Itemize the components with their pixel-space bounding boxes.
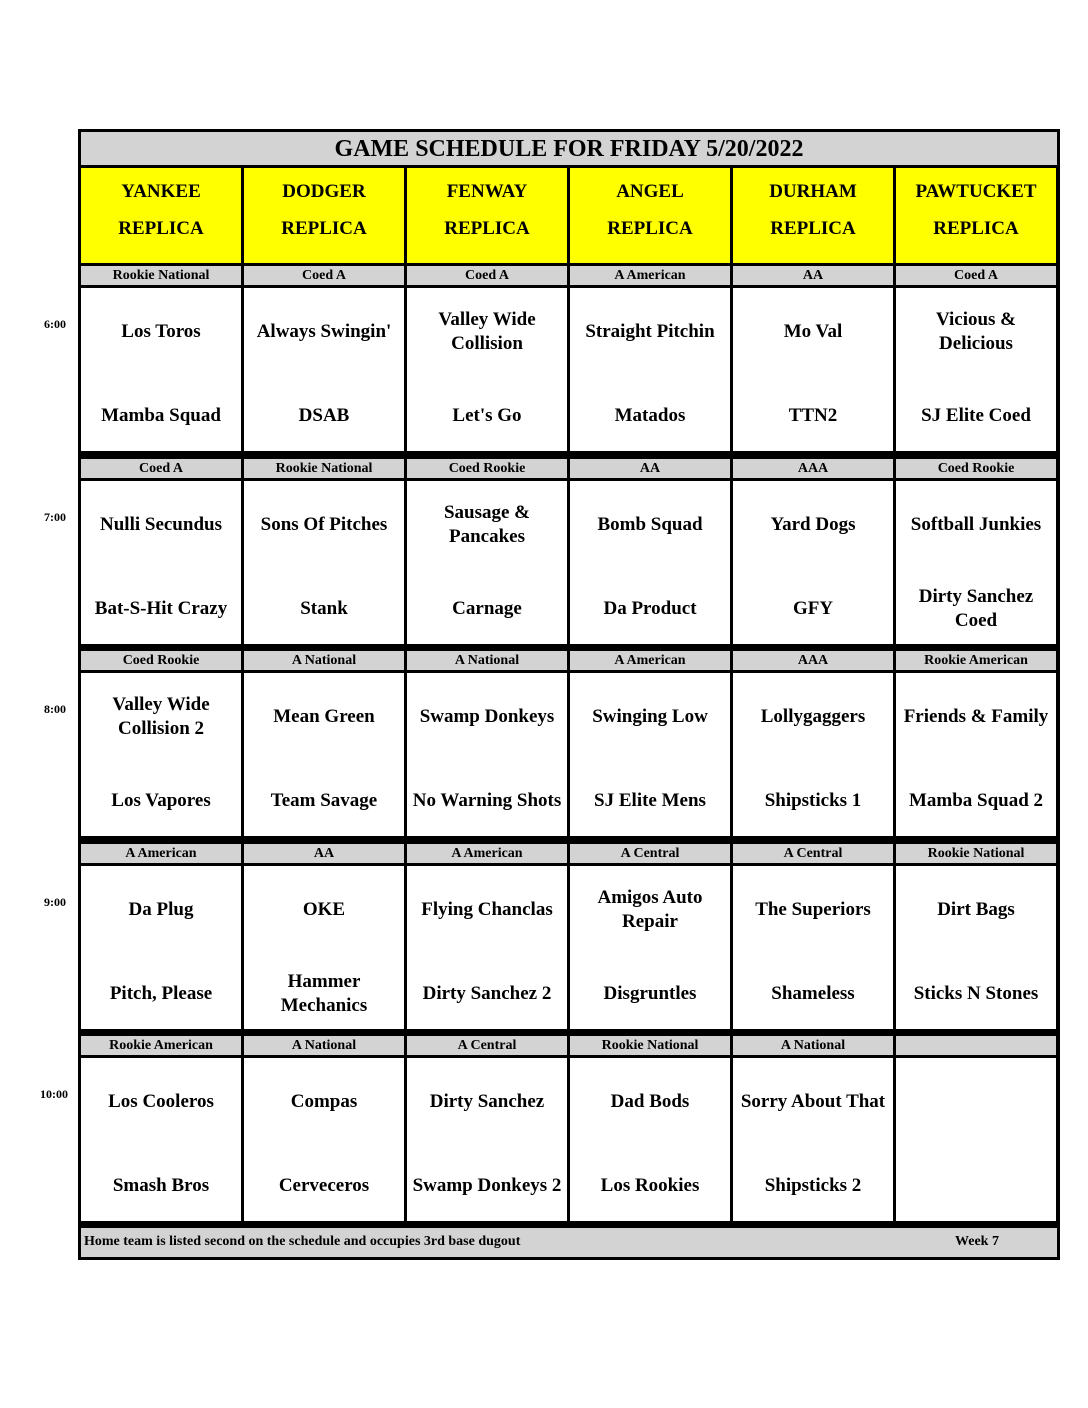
field-name: DURHAM [769,181,857,202]
game-cell [244,288,404,451]
field-subtitle: REPLICA [607,218,693,239]
time-label: 9:00 [44,895,66,909]
field-header [896,168,1056,263]
division-label: A Central [407,1036,567,1055]
division-label: Coed A [896,266,1056,285]
division-label: Rookie National [244,459,404,478]
away-team: Friends & Family [903,706,1049,727]
home-team: No Warning Shots [412,790,562,811]
game-cell [733,481,893,644]
away-team: Swinging Low [592,706,708,727]
away-team: Sausage & Pancakes [443,502,531,547]
game-cell [407,481,567,644]
field-name: YANKEE [121,181,201,202]
home-team: Stank [300,598,348,619]
home-team: Pitch, Please [109,983,213,1004]
division-label: A National [733,1036,893,1055]
home-team: GFY [792,598,834,619]
away-team: Da Plug [128,899,194,920]
game-cell [81,1058,241,1221]
field-subtitle: REPLICA [933,218,1019,239]
game-cell [896,1058,1056,1221]
game-cell [81,481,241,644]
away-team: Flying Chanclas [421,899,553,920]
away-team: The Superiors [755,899,871,920]
home-team: Swamp Donkeys 2 [412,1175,562,1196]
division-label: A National [407,651,567,670]
division-label: AAA [733,651,893,670]
game-cell [244,481,404,644]
division-label: A National [244,1036,404,1055]
division-label: A Central [733,844,893,863]
away-team: OKE [302,899,346,920]
division-label: A American [570,651,730,670]
away-team: Los Cooleros [108,1091,214,1112]
home-team: TTN2 [788,405,838,426]
game-cell [570,673,730,836]
game-cell [407,673,567,836]
away-team: Lollygaggers [760,706,866,727]
game-cell [733,673,893,836]
schedule-title: GAME SCHEDULE FOR FRIDAY 5/20/2022 [81,132,1057,165]
time-label: 6:00 [44,317,66,331]
away-team: Bomb Squad [597,514,703,535]
game-cell [81,673,241,836]
home-team: Shipsticks 1 [764,790,862,811]
division-label: Coed Rookie [407,459,567,478]
game-cell [733,288,893,451]
home-team: Shameless [771,983,855,1004]
field-subtitle: REPLICA [118,218,204,239]
division-label: Coed A [81,459,241,478]
field-name: DODGER [282,181,366,202]
away-team: Compas [290,1091,358,1112]
away-team: Yard Dogs [770,514,856,535]
home-team: Matados [614,405,686,426]
division-label: Coed Rookie [81,651,241,670]
game-cell [407,866,567,1029]
field-header [244,168,404,263]
division-label: AAA [733,459,893,478]
away-team: Valley Wide Collision 2 [112,694,210,739]
game-cell [896,288,1056,451]
division-label: Rookie National [81,266,241,285]
game-cell [896,481,1056,644]
home-team: Carnage [452,598,522,619]
home-team: Shipsticks 2 [764,1175,862,1196]
away-team: Amigos Auto Repair [597,887,703,932]
away-team: Valley Wide Collision [438,309,536,354]
home-team: Dirty Sanchez 2 [422,983,552,1004]
home-team: Mamba Squad 2 [908,790,1044,811]
division-label: A American [570,266,730,285]
field-header [733,168,893,263]
division-label: Rookie National [896,844,1056,863]
division-label: AA [733,266,893,285]
division-label: Coed A [244,266,404,285]
away-team: Dirt Bags [937,899,1015,920]
game-cell [244,866,404,1029]
field-header [81,168,241,263]
game-cell [407,288,567,451]
home-team: Smash Bros [112,1175,210,1196]
home-team [896,1156,1056,1216]
schedule-table [78,129,1060,1260]
home-team: Bat-S-Hit Crazy [94,598,228,619]
field-header [570,168,730,263]
division-label: Coed Rookie [896,459,1056,478]
time-label: 8:00 [44,702,66,716]
game-cell [570,288,730,451]
home-team: Cerveceros [278,1175,370,1196]
away-team [896,1072,1056,1132]
game-cell [570,866,730,1029]
away-team: Sons Of Pitches [260,514,388,535]
game-cell [570,1058,730,1221]
game-cell [407,1058,567,1221]
game-cell [81,288,241,451]
field-subtitle: REPLICA [444,218,530,239]
home-team: Team Savage [270,790,378,811]
away-team: Mean Green [273,706,375,727]
home-team: DSAB [298,405,350,426]
away-team: Mo Val [783,321,843,342]
away-team: Sorry About That [740,1091,886,1112]
field-name: PAWTUCKET [915,181,1037,202]
division-label: A National [244,651,404,670]
division-label: Coed A [407,266,567,285]
away-team: Vicious & Delicious [935,309,1017,354]
division-label [896,1036,1056,1055]
time-label: 7:00 [44,510,66,524]
division-label: Rookie American [81,1036,241,1055]
home-team: Da Product [603,598,697,619]
away-team: Always Swingin' [256,321,392,342]
schedule-footer [81,1228,1057,1257]
away-team: Los Toros [121,321,201,342]
field-name: ANGEL [616,181,684,202]
away-team: Dirty Sanchez [429,1091,545,1112]
home-team: Dirty Sanchez Coed [918,586,1034,631]
field-subtitle: REPLICA [281,218,367,239]
game-cell [733,866,893,1029]
home-team: Los Rookies [600,1175,700,1196]
division-label: Rookie American [896,651,1056,670]
division-label: AA [570,459,730,478]
home-team: SJ Elite Mens [594,790,706,811]
field-header [407,168,567,263]
division-label: Rookie National [570,1036,730,1055]
game-cell [81,866,241,1029]
division-label: A American [407,844,567,863]
time-label: 10:00 [40,1087,68,1101]
game-cell [896,673,1056,836]
home-team: Hammer Mechanics [280,971,368,1016]
home-team: Sticks N Stones [913,983,1039,1004]
division-label: A Central [570,844,730,863]
away-team: Softball Junkies [910,514,1042,535]
game-cell [733,1058,893,1221]
home-team: Let's Go [452,405,522,426]
game-cell [896,866,1056,1029]
away-team: Straight Pitchin [585,321,715,342]
field-name: FENWAY [446,181,528,202]
home-team: SJ Elite Coed [921,405,1031,426]
home-team: Mamba Squad [101,405,221,426]
away-team: Dad Bods [610,1091,690,1112]
home-team: Los Vapores [111,790,211,811]
division-label: A American [81,844,241,863]
division-label: AA [244,844,404,863]
game-cell [244,673,404,836]
home-team-note: Home team is listed second on the schedule and occupies 3rd base dugout [84,1234,521,1249]
home-team: Disgruntles [603,983,697,1004]
week-label: Week 7 [955,1234,999,1249]
game-cell [244,1058,404,1221]
away-team: Nulli Secundus [100,514,222,535]
away-team: Swamp Donkeys [419,706,555,727]
game-cell [570,481,730,644]
field-subtitle: REPLICA [770,218,856,239]
